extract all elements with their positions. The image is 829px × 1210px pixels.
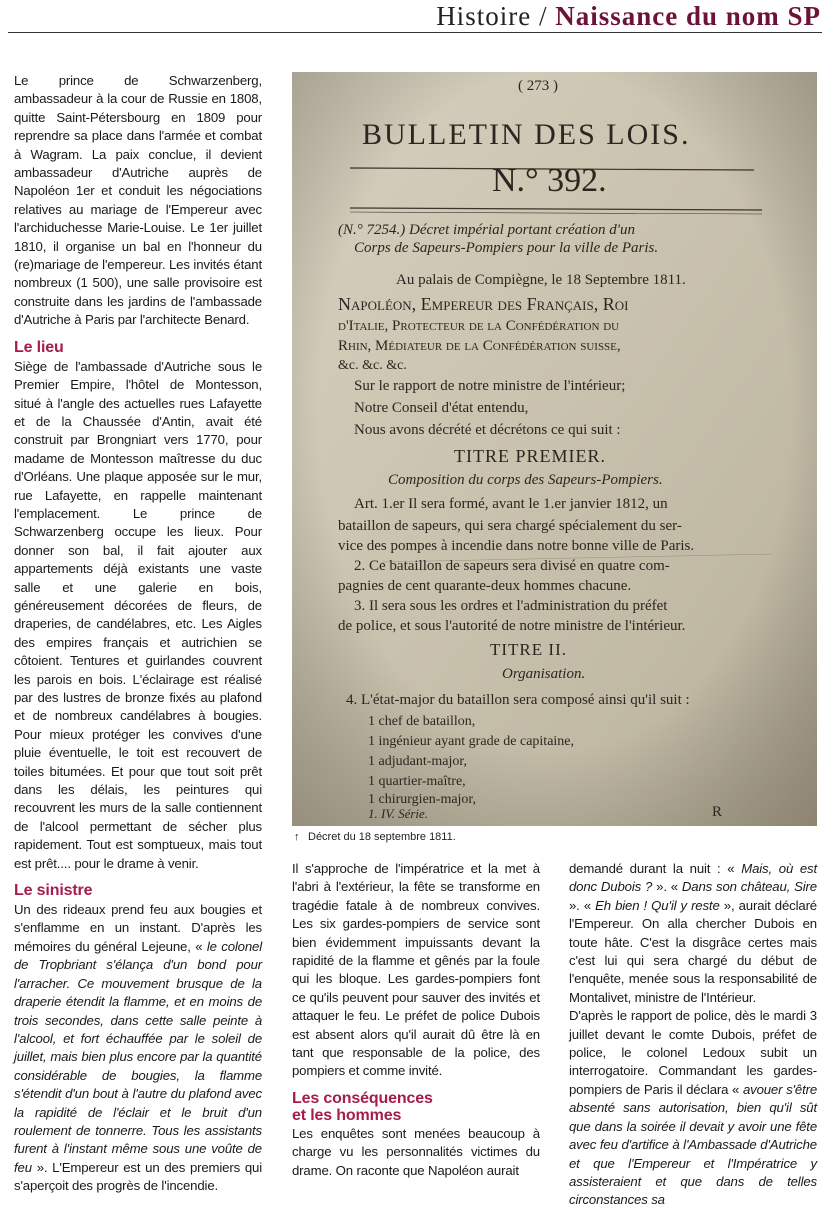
doc-napoleon-4: &c. &c. &c.: [338, 358, 407, 373]
doc-decree-line2: Corps de Sapeurs-Pompiers pour la ville de Paris.: [354, 240, 659, 256]
doc-item-1: 1 chef de bataillon,: [368, 714, 476, 729]
doc-napoleon-3: Rhin, Médiateur de la Confédération suisse,: [338, 338, 621, 354]
doc-conseil: Notre Conseil d'état entendu,: [354, 400, 529, 416]
doc-art4: 4. L'état-major du bataillon sera composé ainsi qu'il suit :: [346, 692, 690, 708]
doc-bulletin-number: N.° 392.: [492, 162, 607, 199]
doc-titre-1: TITRE PREMIER.: [454, 446, 606, 466]
sinistre-paragraph: Un des rideaux prend feu aux bougies et s'enflamme en un instant. D'après les mémoires du général Lejeune, « le colonel de Tropbriant s'élança d'un bond pour l'arracher. Ce mouvement brusque de la draperie étendit la flamme, et en moins de trois secondes, dans cette salle peinte à l'alcool, et fort échauffée par le soleil de juillet, mais bien plus encore par la quantité considérable de bougies, la flamme s'étendit d'un bout à l'autre du plafond avec la rapidité de l'éclair et le bruit d'un roulement de tonnerre. Tous les assistants furent à l'instant même sous une voûte de feu ». L'Empereur est un des premiers qui s'aperçoit des progrès de l'incendie.: [14, 902, 262, 1194]
doc-bulletin-title: BULLETIN DES LOIS.: [362, 118, 691, 151]
doc-decree-line1: (N.° 7254.) Décret impérial portant création d'un: [338, 222, 635, 238]
doc-art1-line1: Art. 1.er Il sera formé, avant le 1.er janvier 1812, un: [354, 496, 668, 512]
doc-item-2: 1 ingénieur ayant grade de capitaine,: [368, 734, 575, 749]
column-2: [292, 860, 540, 1180]
header-separator: /: [538, 1, 548, 31]
doc-art3-line2: de police, et sous l'autorité de notre ministre de l'intérieur.: [338, 618, 686, 634]
doc-decretons: Nous avons décrété et décrétons ce qui suit :: [354, 422, 621, 438]
doc-art2-line1: 2. Ce bataillon de sapeurs sera divisé en quatre com-: [354, 558, 670, 574]
heading-lieu: Le lieu: [14, 338, 64, 356]
consequences-continued: demandé durant la nuit : « Mais, où est donc Dubois ? ». « Dans son château, Sire ». « Eh bien ! Qu'il y reste », aurait déclaré l'Empereur. On alla chercher Dubois en toute hâte. C'est la disgrâce certes mais c'est lui qui sera chargé du début de l'enquête, menée sous la responsabilité de Montalivet, ministre de l'Intérieur.: [569, 861, 818, 1005]
decree-text: [292, 72, 817, 826]
header-topic: Naissance du nom SP: [555, 1, 821, 31]
lieu-paragraph: Siège de l'ambassade d'Autriche sous le Premier Empire, l'hôtel de Montesson, situé à l'angle des actuelles rues Lafayette et de la Chaussée d'Antin, avait été construit par Brongniart vers 1770, pour madame de Montesson maîtresse du duc d'Orléans. Une plaque apposée sur le mur, rue Lafayette, en rappelle maintenant l'emplacement. Le prince de Schwarzenberg occupe les lieux. Pour donner son bal, il fait ajouter aux appartements déjà existants une vaste salle et une galerie en bois, généreusement décorées de fleurs, de draperies, de candélabres, etc. Les Aigles des empires français et autrichien se côtoient. Tentures et guirlandes couvrent les parois en bois. L'éclairage est réalisé par des lustres de bronze fixés au plafond et de nombreux candélabres à bougies. Pour mieux protéger les convives d'une pluie éventuelle, le toit est recouvert de toiles bitumées. Et pour que tout soit prêt dans les délais, les peintures qui recouvrent les murs de la salle contiennent de l'alcool permettant de sécher plus rapidement. Tout est somptueux, mais tout est prêt.... pour le drame à venir.: [14, 358, 262, 871]
doc-mark: R: [712, 804, 723, 820]
doc-place-date: Au palais de Compiègne, le 18 Septembre 1811.: [396, 272, 686, 288]
doc-art1-line2: bataillon de sapeurs, qui sera chargé spécialement du ser-: [338, 518, 682, 534]
heading-sinistre: Le sinistre: [14, 882, 93, 900]
heading-consequences: Les conséquences et les hommes: [292, 1089, 433, 1124]
column-1: [14, 72, 262, 1196]
rapport-paragraph: D'après le rapport de police, dès le mardi 3 juillet devant le comte Dubois, préfet de police, le colonel Ledoux subit un interrogatoire. Commandant les gardes-pompiers de Paris il déclara « avouer s'être absenté sans autorisation, bien qu'il sût que dans la soirée il devait y avoir une fête avec feu d'artifice à l'Ambassade d'Autriche et que l'Empereur et l'Impératrice y assisteraient et que dans de telles circonstances sa: [569, 1008, 818, 1208]
doc-napoleon-1: Napoléon, Empereur des Français, Roi: [338, 294, 629, 314]
intro-paragraph: Le prince de Schwarzenberg, ambassadeur à la cour de Russie en 1808, quitte Saint-Pétersbourg en 1809 pour reprendre sa place dans l'armée et combat à Wagram. La paix conclue, il devient ambassadeur d'Autriche auprès de Napoléon 1er et conduit les négociations relatives au mariage de l'Empereur avec l'archiduchesse Marie-Louise. Le 1er juillet 1810, il organise un bal en l'honneur du (re)mariage de l'empereur. Les invités étant nombreux (1 500), une salle provisoire est construite dans les jardins de l'ambassade d'Autriche à Paris par l'architecte Benard.: [14, 73, 262, 328]
sinistre-continued: Il s'approche de l'impératrice et la met à l'abri à l'extérieur, la fête se transforme en tragédie fatale à de nombreux convives. Les six gardes-pompiers de service sont bien évidemment impuissants devant la rapidité de la flamme et gênés par la foule qui les bloque. Les gardes-pompiers font ce qu'ils peuvent pour sauver des invités et attaquer le feu. Le préfet de police Dubois est absent alors qu'il aurait dû être là en tant que responsable de la police, des pompiers et comme invité.: [292, 861, 540, 1079]
doc-serie: 1. IV. Série.: [368, 806, 429, 821]
caption-text: Décret du 18 septembre 1811.: [308, 831, 456, 843]
decree-photo: [292, 72, 817, 826]
doc-rapport: Sur le rapport de notre ministre de l'intérieur;: [354, 378, 626, 394]
doc-organisation: Organisation.: [502, 666, 586, 682]
doc-item-3: 1 adjudant-major,: [368, 754, 467, 769]
doc-page-number: ( 273 ): [518, 78, 558, 94]
figure-caption: [294, 831, 456, 843]
doc-napoleon-2: d'Italie, Protecteur de la Confédération du: [338, 318, 620, 334]
doc-item-5: 1 chirurgien-major,: [368, 792, 477, 807]
header-section: Histoire: [436, 1, 532, 31]
doc-art2-line2: pagnies de cent quarante-deux hommes chacune.: [338, 578, 632, 594]
doc-composition: Composition du corps des Sapeurs-Pompiers.: [388, 472, 663, 488]
consequences-paragraph: Les enquêtes sont menées beaucoup à charge vu les personnalités victimes du drame. On raconte que Napoléon aurait: [292, 1125, 540, 1178]
ledoux-quote: avouer s'être absenté sans autorisation, bien qu'il sût que dans la soirée il devait y avoir une fête avec feu d'artifice à l'Ambassade d'Autriche et que l'Empereur et l'Impératrice y assisteraient et que dans de telles circonstances sa: [569, 1081, 818, 1208]
column-3: [569, 860, 817, 1210]
lejeune-quote: le colonel de Tropbriant s'élança d'un bond pour l'arracher. Ce mouvement brusque de la draperie étendit la flamme, et en moins de trois secondes, dans cette salle peinte à l'alcool, et fort échauffée par le soleil de juillet, mais bien plus encore par la quantité considérable de bougies, la flamme s'étendit d'un bout à l'autre du plafond avec la rapidité de l'éclair et le bruit d'un roulement de tonnerre. Tous les assistants furent à l'instant même sous une voûte de feu: [14, 938, 262, 1175]
header-rule: [8, 32, 822, 33]
doc-art3-line1: 3. Il sera sous les ordres et l'administration du préfet: [354, 598, 668, 614]
doc-titre-2: TITRE II.: [490, 640, 567, 659]
caption-arrow-icon: ↑: [294, 831, 300, 843]
doc-art1-line3: vice des pompes à incendie dans notre bonne ville de Paris.: [338, 538, 695, 554]
header-title: [436, 0, 821, 32]
doc-item-4: 1 quartier-maître,: [368, 774, 466, 789]
page-header: [0, 0, 829, 34]
